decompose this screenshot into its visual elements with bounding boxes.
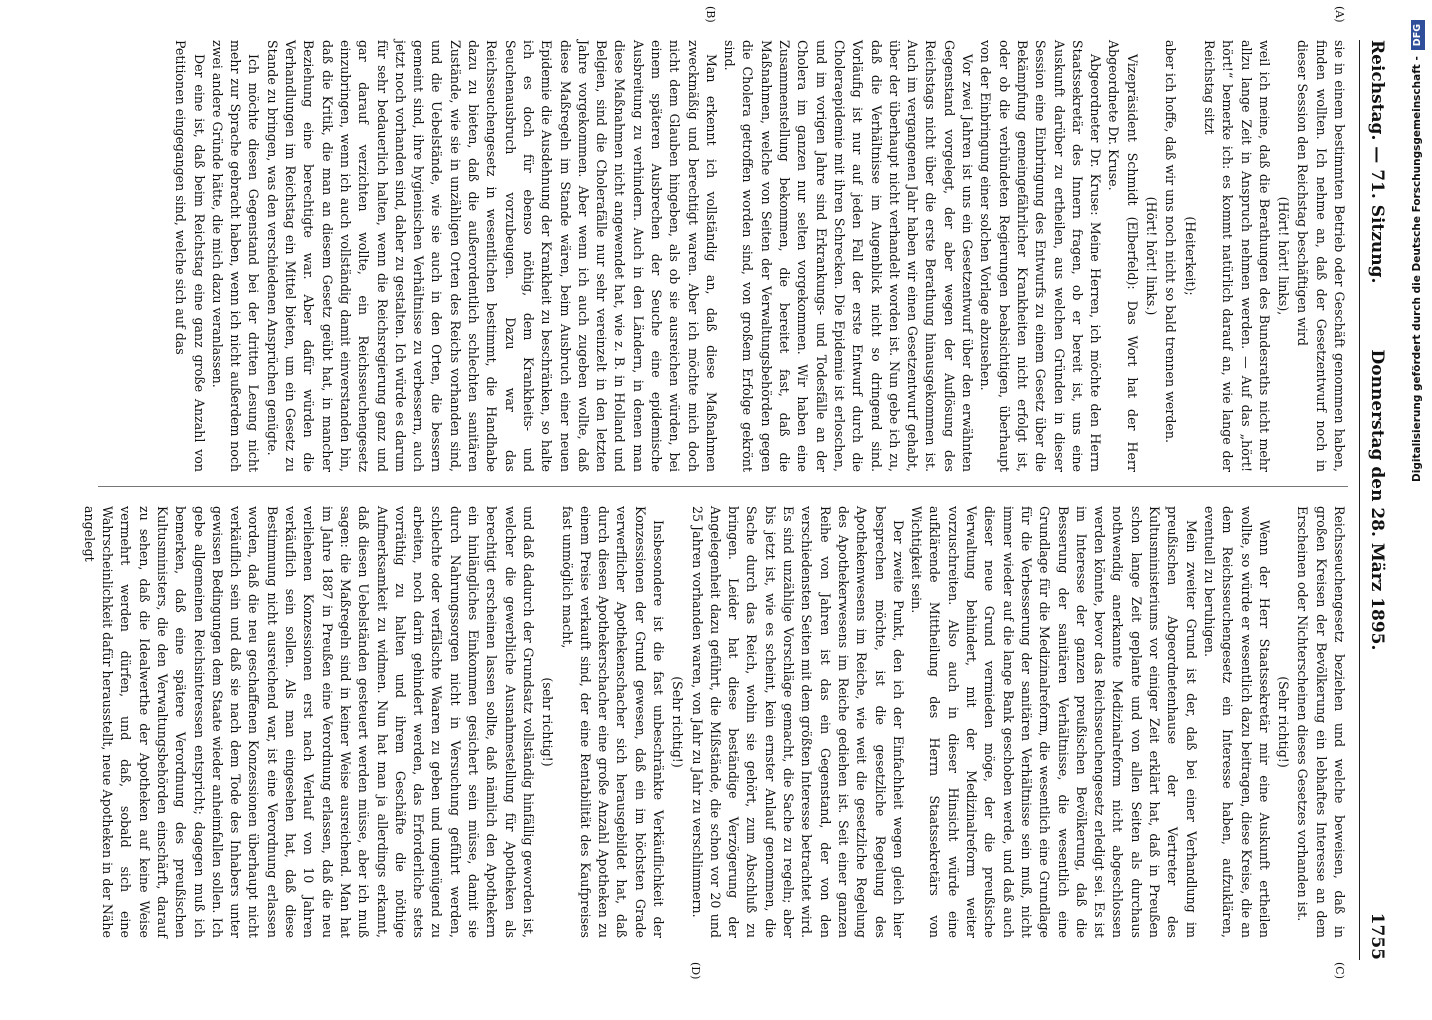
header-session: Reichstag. — 71. Sitzung. xyxy=(1367,40,1387,284)
margin-marker-a: (A) xyxy=(1333,6,1346,23)
header-date: Donnerstag den 28. März 1895. xyxy=(1367,349,1387,651)
interjection: (Heiterkeit); xyxy=(1182,216,1198,296)
paragraph: Ich möchte diesen Gegenstand bei der dritten Lesung nicht mehr zur Sprache gebracht haben, wenn ich nicht außerdem noch zwei andere Gründe hätte, die mich dazu veranlassen. xyxy=(209,40,262,472)
page-header xyxy=(1359,40,1394,960)
interjection: (Sehr richtig!) xyxy=(670,676,686,768)
margin-marker-b: (B) xyxy=(704,6,717,23)
column-divider xyxy=(98,486,1348,487)
interjection: (Sehr richtig!) xyxy=(1276,676,1292,768)
right-column xyxy=(81,506,1348,938)
paragraph: sie in einem bestimmten Betrieb oder Geschäft genommen haben, finden wollten. Ich nehme an, daß der Gesetzentwurf noch in dieser Session den Reichstag beschäftigen wird xyxy=(1295,40,1347,472)
paragraph: Reichsseuchengesetz beziehen und welche beweisen, daß in großen Kreisen der Bevölkerung ein lebhaftes Interesse an dem Erscheinen oder Nichterscheinen dieses Gesetzes vorhanden ist. xyxy=(1295,506,1347,938)
digitization-credit xyxy=(1406,20,1428,1020)
dfg-logo: DFG xyxy=(1411,20,1425,50)
speaker-paragraph: Abgeordneter Dr. Kruse: Meine Herren, ich möchte den Herrn Staatssekretär des Innern fragen, ob er bereit ist, uns eine Auskunft darüber zu ertheilen, aus welchen Gründen in dieser Session eine Einbringung des Entwurfs zu einem Gesetz über die Bekämpfung gemeingefährlicher Krankheiten nicht erfolgt ist, oder ob die verbündeten Regierungen beabsichtigen, überhaupt von der Einbringung einer solchen Vorlage abzusehen. xyxy=(978,40,1104,472)
margin-marker-c: (C) xyxy=(1333,962,1346,979)
paragraph: Insbesondere ist die fast unbeschränkte Verkäuflichkeit der Konzessionen der Grund gewesen, daß ein im höchsten Grade verwerflicher Apothekenschacher sich herausgebildet hat, daß durch diesen Apothekerschacher eine große Anzahl Apotheken zu einem Preise verkauft sind, der eine Rentabilität des Kaufpreises fast unmöglich macht, xyxy=(559,506,667,938)
footer-strip xyxy=(1406,0,1432,1000)
paragraph: aber ich hoffe, daß wir uns noch nicht so bald trennen werden. xyxy=(1163,40,1179,443)
interjection: (Hört! hört! links), xyxy=(1276,196,1292,316)
margin-marker-d: (D) xyxy=(689,962,702,980)
paragraph: Man erkennt ich vollständig an, daß diese Maßnahmen zweckmäßig und berechtigt waren. Aber ich möchte mich doch nicht dem Glauben hingeben, als ob sie ausreichen würden, bei einem späteren Ausbrechen der Seuche eine epidemische Ausbreitung zu verhindern. Auch in den Ländern, in denen man diese Maßnahmen nicht angewendet hat, wie z. B. in Holland und Belgien, sind die Cholerafälle nur sehr vereinzelt in den letzten Jahre vorgekommen. Aber wenn ich auch zugeben wollte, daß diese Maßregeln im Stande wären, beim Ausbruch einer neuen Epidemie die Ausdehnung der Krankheit zu beschränken, so halte ich es doch für ebenso nöthig, dem Krankheits- und Seuchenausbruch vorzubeugen. Dazu war das Reichsseuchengesetz in wesentlichen bestimmt, die Handhabe dazu zu bieten, daß die außerordentlich schlechten sanitären Zustände, wie sie in unzähligen Orten des Reichs vorhanden sind, und die Uebelstände, wie sie auch in den Orten, die bessern gemeint sind, ihre hygienischen Verhältnisse zu verbessern, auch jetzt noch vorhanden sind, daher zu gestalten. Ich würde es darum für sehr bedauerlich halten, wenn die Reichsregierung ganz und gar darauf verzichten wollte, ein Reichsseuchengesetz einzubringen, wenn ich auch vollständig damit einverstanden bin, daß die Kritik, die man an diesem Gesetz geübt hat, in mancher Beziehung eine berechtigte war. Aber dafür würden die Verhandlungen im Reichstag ein Mittel bieten, um ein Gesetz zu Stande zu bringen, was den verschiedenen Ansprüchen genügte. xyxy=(264,40,719,472)
interjection: (Hört! hört! links.) xyxy=(1144,196,1160,316)
interjection: (sehr richtig!) xyxy=(540,677,556,767)
paragraph: Der zweite Punkt, den ich der Einfachheit wegen gleich hier besprechen möchte, ist die gesetzliche Regelung des Apothekenwesens im Reiche, wie weit die gesetzliche Regelung des Apothekerwesens im Reiche gediehen ist. Seit einer ganzen Reihe von Jahren ist das ein Gegenstand, der von den verschiedensten Seiten mit dem größten Interesse betrachtet wird. Es sind unzählige Vorschläge gemacht, die Sache zu regeln; aber bis jetzt ist, wie es scheint, kein ernster Anlauf genommen, die Sache durch das Reich, wohin sie gehört, zum Abschluß zu bringen. Leider hat diese beständige Verzögerung der Angelegenheit dazu geführt, die Mißstände, die schon vor 20 und 25 Jahren vorhanden waren, von Jahr zu Jahr zu verschlimmern. xyxy=(689,506,906,938)
speaker-paragraph: Vizepräsident Schmidt (Elberfeld): Das Wort hat der Herr Abgeordnete Dr. Kruse. xyxy=(1106,40,1140,472)
paragraph: Wenn der Herr Staatssekretär mir eine Auskunft ertheilen wollte, so würde er wesentlich dazu beitragen, diese Kreise, die an dem Reichsseuchengesetz ein Interesse haben, aufzuklären, eventuell zu beruhigen. xyxy=(1201,506,1272,938)
page-number: 1755 xyxy=(1367,912,1387,960)
paragraph: und daß dadurch der Grundsatz vollständig hinfällig geworden ist, welcher die gewerbliche Ausnahmestellung für Apotheken als berechtigt erscheinen lassen sollte, daß nämlich den Apothekern ein hinlängliches Einkommen gesichert sein müsse, damit sie durch Nahrungssorgen nicht in Versuchung geführt werden, schlechte oder verfälschte Waaren zu geben und ungenügend zu arbeiten, noch darin gehindert werden, das Erforderliche stets vorräthig zu halten und ihrem Geschäfte die nöthige Aufmerksamkeit zu widmen. Nun hat man ja allerdings erkannt, daß diesen Uebelständen gesteuert werden müsse, aber ich muß sagen: die Maßregeln sind in keiner Weise ausreichend. Man hat im Jahre 1887 in Preußen eine Verordnung erlassen, daß die neu verliehenen Konzessionen erst nach Verlauf von 10 Jahren verkäuflich sein sollen. Als man eingesehen hat, daß diese Bestimmung nicht ausreichend war, ist eine Verordnung erlassen worden, daß die neu geschaffenen Konzessionen überhaupt nicht verkäuflich sein und daß sie nach dem Tode des Inhabers unter gewissen Bedingungen dem Staate wieder anheimfallen sollen. Ich gebe allgemeinen Reichsinteressen entspricht; dagegen muß ich bemerken, daß eine spätere Verordnung des preußischen Kultusministers, die den Verwaltungsbehörden einschärft, darauf zu sehen, daß die Idealwerthe der Apotheken auf keine Weise vermehrt werden dürfen, und daß, sobald sich eine Wahrscheinlichkeit dafür herausstellt, neue Apotheken in der Nähe angelegt xyxy=(81,506,536,938)
paragraph: Mein zweiter Grund ist der, daß bei einer Verhandlung im preußischen Abgeordnetenhause der Vertreter des Kultusministeriums vor einiger Zeit erklärt hat, daß in Preußen schon lange Zeit geplante und von allen Seiten als durchaus nothwendig anerkannte Medizinalreform nicht abgeschlossen werden könnte, bevor das Reichsseuchengesetz erledigt sei. Es ist im Interesse der ganzen preußischen Bevölkerung, daß die Besserung der sanitären Verhältnisse, die wesentlich eine Grundlage für die Medizinalreform, die wesentlich eine Grundlage für die Verbesserung der sanitären Verhältnisse sein muß, nicht immer wieder auf die lange Bank geschoben werde, und daß auch dieser neue Grund vermieden möge, der die preußische Verwaltung behindert, mit der Medizinalreform weiter vorzuschreiten. Also auch in dieser Hinsicht würde eine aufklärende Mittheilung des Herrn Staatssekretärs von Wichtigkeit sein. xyxy=(909,506,1199,938)
credit-text: Digitalisierung gefördert durch die Deutsche Forschungsgemeinschaft - xyxy=(1411,56,1423,482)
paragraph: Vor zwei Jahren ist uns ein Gesetzentwurf über den erwähnten Gegenstand vorgelegt, der aber wegen der Auflösung des Reichstags nicht über die erste Berathung hinausgekommen ist. Auch im vergangenen Jahr haben wir einen Gesetzentwurf gehabt, über der überhaupt nicht verhandelt worden ist. Nun gebe ich zu, daß die Verhältnisse im Augenblick nicht so dringend sind. Vorläufig ist nur auf jeden Fall der erste Entwurf durch die Choleraepidemie mit ihren Schrecken. Die Epidemie ist erloschen, und im vorigen Jahre sind Erkrankungs- und Todesfälle an der Cholera im ganzen nur selten vorgekommen. Wir haben eine Zusammenstellung bekommen, die bereitet fast, daß die Maßnahmen, welche von Seiten der Verwaltungsbehörden gegen die Cholera getroffen worden sind, von großem Erfolge gekrönt sind. xyxy=(722,40,976,472)
paragraph: weil ich meine, daß die Berathungen des Bundesraths nicht mehr allzu lange Zeit in Anspruch nehmen werden. — Auf das „hört! hört!“ bemerke ich: es kommt natürlich darauf an, wie lange der Reichstag sitzt xyxy=(1201,40,1272,472)
paragraph: Der eine ist, daß beim Reichstag eine ganz große Anzahl von Petitionen eingegangen sind, welche sich auf das xyxy=(173,40,207,472)
left-column xyxy=(98,40,1348,472)
